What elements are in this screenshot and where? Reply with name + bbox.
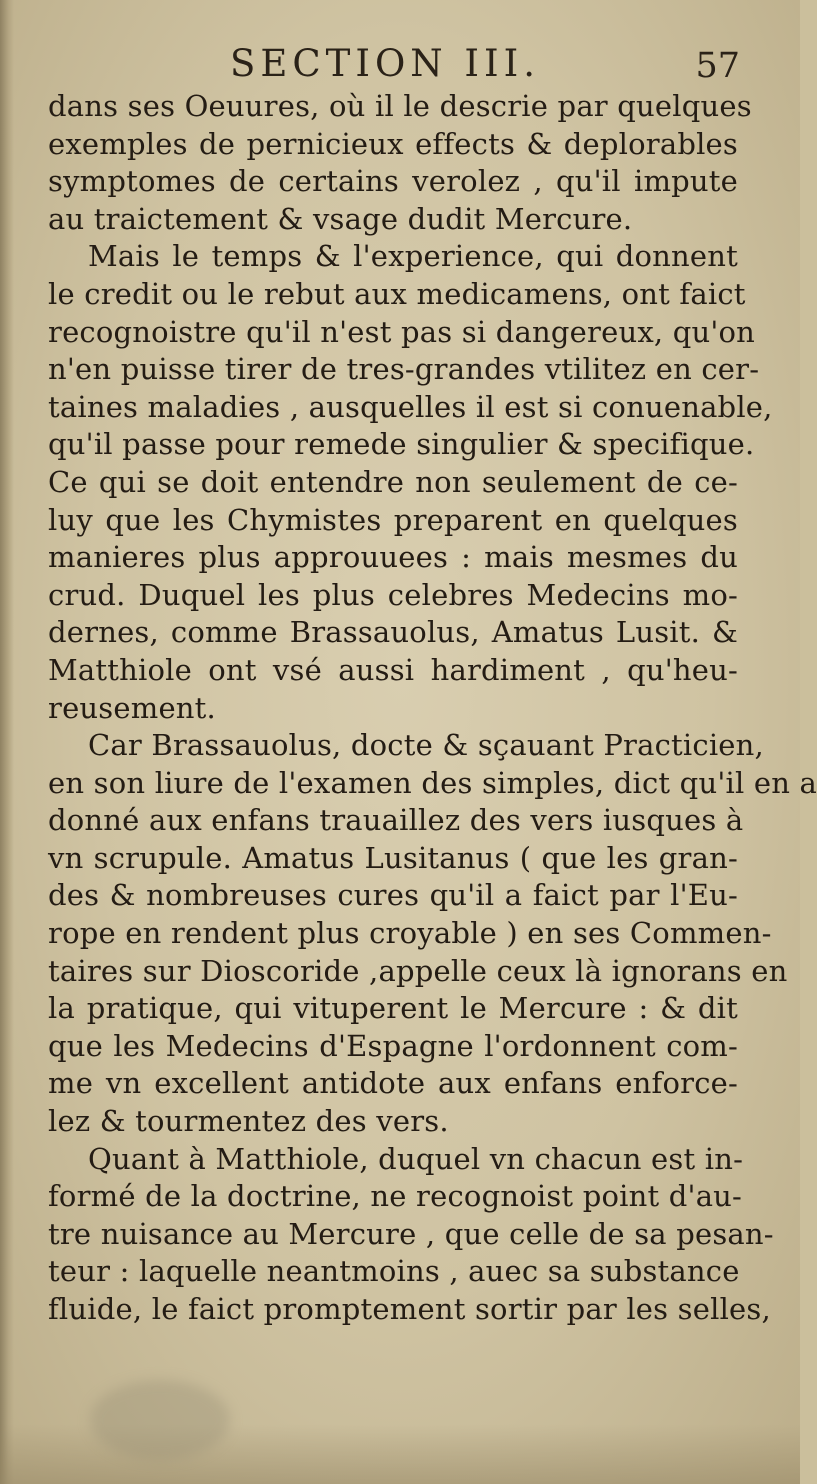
- page-header: [50, 42, 740, 94]
- text-line: exemples de pernicieux effects & deplorables: [48, 126, 738, 161]
- text-line: dernes, comme Brassauolus, Amatus Lusit. &: [48, 615, 738, 650]
- text-line: Matthiole ont vsé aussi hardiment , qu'heu-: [48, 652, 738, 687]
- page-number: 57: [695, 46, 740, 86]
- running-head: SECTION III.: [230, 42, 541, 85]
- text-line: formé de la doctrine, ne recognoist point d'au-: [48, 1179, 743, 1214]
- text-line: au traictement & vsage dudit Mercure.: [48, 201, 633, 236]
- text-line: lez & tourmentez des vers.: [48, 1104, 449, 1139]
- text-line: crud. Duquel les plus celebres Medecins mo-: [48, 577, 738, 612]
- text-line: que les Medecins d'Espagne l'ordonnent com-: [48, 1028, 738, 1063]
- text-line: donné aux enfans trauaillez des vers iusques à: [48, 803, 744, 838]
- text-line: des & nombreuses cures qu'il a faict par l'Eu-: [48, 878, 738, 913]
- text-line: teur : laquelle neantmoins , auec sa substance: [48, 1254, 740, 1289]
- text-line: rope en rendent plus croyable ) en ses Commen-: [48, 916, 772, 951]
- text-line: n'en puisse tirer de tres-grandes vtilitez en cer-: [48, 352, 760, 387]
- text-line: en son liure de l'examen des simples, dict qu'il en a: [48, 765, 817, 800]
- text-line: qu'il passe pour remede singulier & specifique.: [48, 427, 755, 462]
- text-line: tre nuisance au Mercure , que celle de sa pesan-: [48, 1216, 774, 1251]
- text-line: le credit ou le rebut aux medicamens, ont faict: [48, 276, 746, 311]
- text-line: la pratique, qui vituperent le Mercure : & dit: [48, 991, 738, 1026]
- text-line: reusement.: [48, 690, 216, 725]
- text-line: manieres plus approuuees : mais mesmes du: [48, 540, 738, 575]
- text-line: recognoistre qu'il n'est pas si dangereux, qu'on: [48, 314, 756, 349]
- text-line: dans ses Oeuures, où il le descrie par quelques: [48, 89, 752, 123]
- text-line: taines maladies , ausquelles il est si conuenable,: [48, 389, 773, 424]
- text-line: Mais le temps & l'experience, qui donnent: [88, 239, 738, 274]
- text-line: symptomes de certains verolez , qu'il impute: [48, 164, 738, 199]
- text-line: Quant à Matthiole, duquel vn chacun est in-: [88, 1141, 744, 1176]
- text-line: fluide, le faict promptement sortir par les selles,: [48, 1292, 771, 1326]
- body-text: [48, 88, 817, 1329]
- text-line: Car Brassauolus, docte & sçauant Practicien,: [88, 728, 764, 763]
- paper-stain: [90, 1380, 230, 1460]
- text-line: vn scrupule. Amatus Lusitanus ( que les gran-: [48, 840, 738, 875]
- text-line: me vn excellent antidote aux enfans enforce-: [48, 1066, 738, 1101]
- page-edge-shadow: [0, 0, 14, 1484]
- text-line: taires sur Dioscoride ,appelle ceux là ignorans en: [48, 953, 788, 988]
- text-line: luy que les Chymistes preparent en quelques: [48, 502, 738, 537]
- text-line: Ce qui se doit entendre non seulement de ce-: [48, 464, 738, 499]
